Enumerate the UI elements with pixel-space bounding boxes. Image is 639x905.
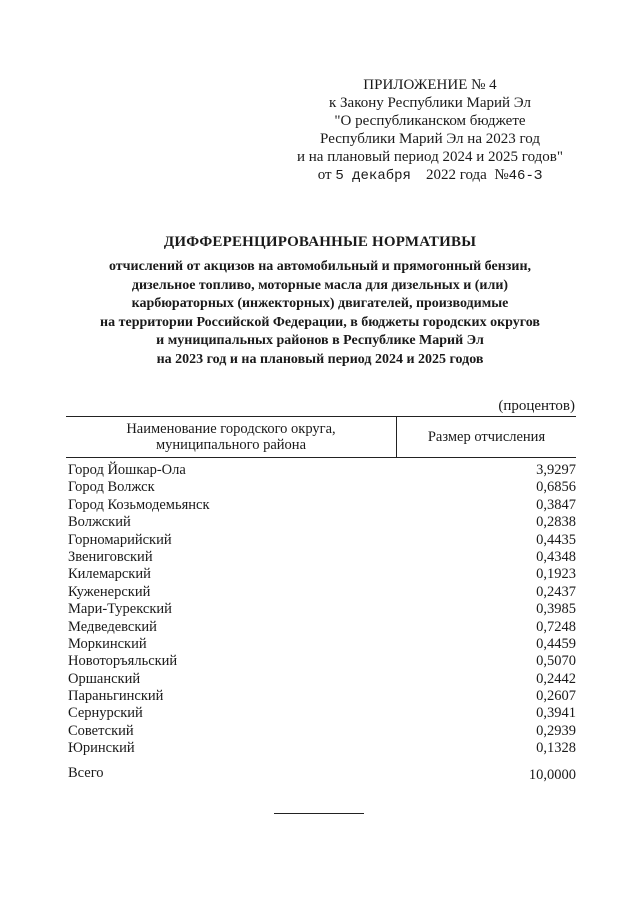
table-row <box>68 566 576 583</box>
row-name: Параньгинский <box>68 688 164 705</box>
row-name: Город Волжск <box>68 479 155 496</box>
row-name: Оршанский <box>68 670 141 687</box>
appendix-block <box>280 76 580 185</box>
unit-label: (процентов) <box>498 398 575 414</box>
date-typed: 5 декабря <box>335 168 411 184</box>
law-number-typed: 46-З <box>508 168 543 184</box>
subtitle-line: и муниципальных районов в Республике Марий Эл <box>156 333 484 348</box>
table-row <box>68 601 576 618</box>
table-row <box>68 584 576 601</box>
row-name: Килемарский <box>68 566 151 583</box>
table-body <box>68 462 576 758</box>
row-name: Куженерский <box>68 583 151 600</box>
number-prefix: № <box>494 167 509 183</box>
row-name: Медведевский <box>68 618 157 635</box>
row-value: 0,3941 <box>536 705 576 722</box>
subtitle-line: дизельное топливо, моторные масла для дизельных и (или) <box>131 277 509 293</box>
row-value: 0,4348 <box>536 548 576 565</box>
table-row <box>68 740 576 757</box>
total-row <box>68 765 576 785</box>
table-row <box>68 671 576 688</box>
total-label: Всего <box>68 765 104 781</box>
table-row <box>68 636 576 653</box>
appendix-line: Республики Марий Эл на 2023 год <box>320 131 540 147</box>
total-value: 10,0000 <box>528 767 576 783</box>
law-date-number <box>280 166 580 185</box>
header-name-line: Наименование городского округа, <box>126 421 336 437</box>
subtitle-line: на 2023 год и на плановый период 2024 и 2025 годов <box>156 351 484 367</box>
table-header <box>66 416 576 458</box>
row-name: Моркинский <box>68 635 147 652</box>
row-value: 0,2607 <box>536 688 576 705</box>
row-value: 0,2838 <box>536 514 576 531</box>
table-row <box>68 688 576 705</box>
row-value: 0,2939 <box>536 722 576 739</box>
table-row <box>68 479 576 496</box>
table-row <box>68 532 576 549</box>
table-row <box>68 653 576 670</box>
row-value: 0,4459 <box>536 635 576 652</box>
row-value: 0,6856 <box>536 479 576 496</box>
row-name: Советский <box>68 722 134 739</box>
appendix-line: "О республиканском бюджете <box>334 113 526 129</box>
appendix-line: и на плановый период 2024 и 2025 годов" <box>297 149 563 165</box>
row-name: Новоторъяльский <box>68 653 178 670</box>
row-value: 0,2442 <box>536 670 576 687</box>
row-name: Сернурский <box>68 705 143 722</box>
row-value: 0,2437 <box>536 583 576 600</box>
table-row <box>68 619 576 636</box>
table-row <box>68 549 576 566</box>
row-name: Мари-Турекский <box>68 601 172 618</box>
document-title: ДИФФЕРЕНЦИРОВАННЫЕ НОРМАТИВЫ <box>163 234 477 250</box>
header-name-line: муниципального района <box>156 437 306 453</box>
subtitle-line: карбюраторных (инжекторных) двигателей, производимые <box>131 296 509 311</box>
appendix-line: к Закону Республики Марий Эл <box>328 95 531 111</box>
date-prefix: от <box>317 167 332 183</box>
row-value: 3,9297 <box>536 462 576 478</box>
year-text: 2022 года <box>425 167 487 183</box>
table-row <box>68 705 576 722</box>
table-row <box>68 462 576 479</box>
row-name: Юринский <box>68 740 135 757</box>
row-value: 0,5070 <box>536 653 576 670</box>
appendix-line: ПРИЛОЖЕНИЕ № 4 <box>363 77 497 93</box>
row-name: Волжский <box>68 514 131 531</box>
row-value: 0,7248 <box>536 618 576 635</box>
row-value: 0,1923 <box>536 566 576 583</box>
table-row <box>68 514 576 531</box>
subtitle-line: отчислений от акцизов на автомобильный и прямогонный бензин, <box>108 259 532 274</box>
row-name: Звениговский <box>68 548 153 565</box>
document-subtitle <box>60 258 580 369</box>
subtitle-line: на территории Российской Федерации, в бюджеты городских округов <box>100 314 540 330</box>
table-row <box>68 497 576 514</box>
header-name-column <box>66 417 396 457</box>
header-rate-column: Размер отчисления <box>427 429 546 445</box>
row-name: Город Йошкар-Ола <box>68 462 186 478</box>
table-row <box>68 723 576 740</box>
row-value: 0,1328 <box>536 740 576 757</box>
row-value: 0,3847 <box>536 496 576 513</box>
row-name: Город Козьмодемьянск <box>68 496 210 513</box>
end-divider <box>274 813 364 814</box>
row-value: 0,4435 <box>536 531 576 548</box>
row-name: Горномарийский <box>68 531 172 548</box>
row-value: 0,3985 <box>536 601 576 618</box>
